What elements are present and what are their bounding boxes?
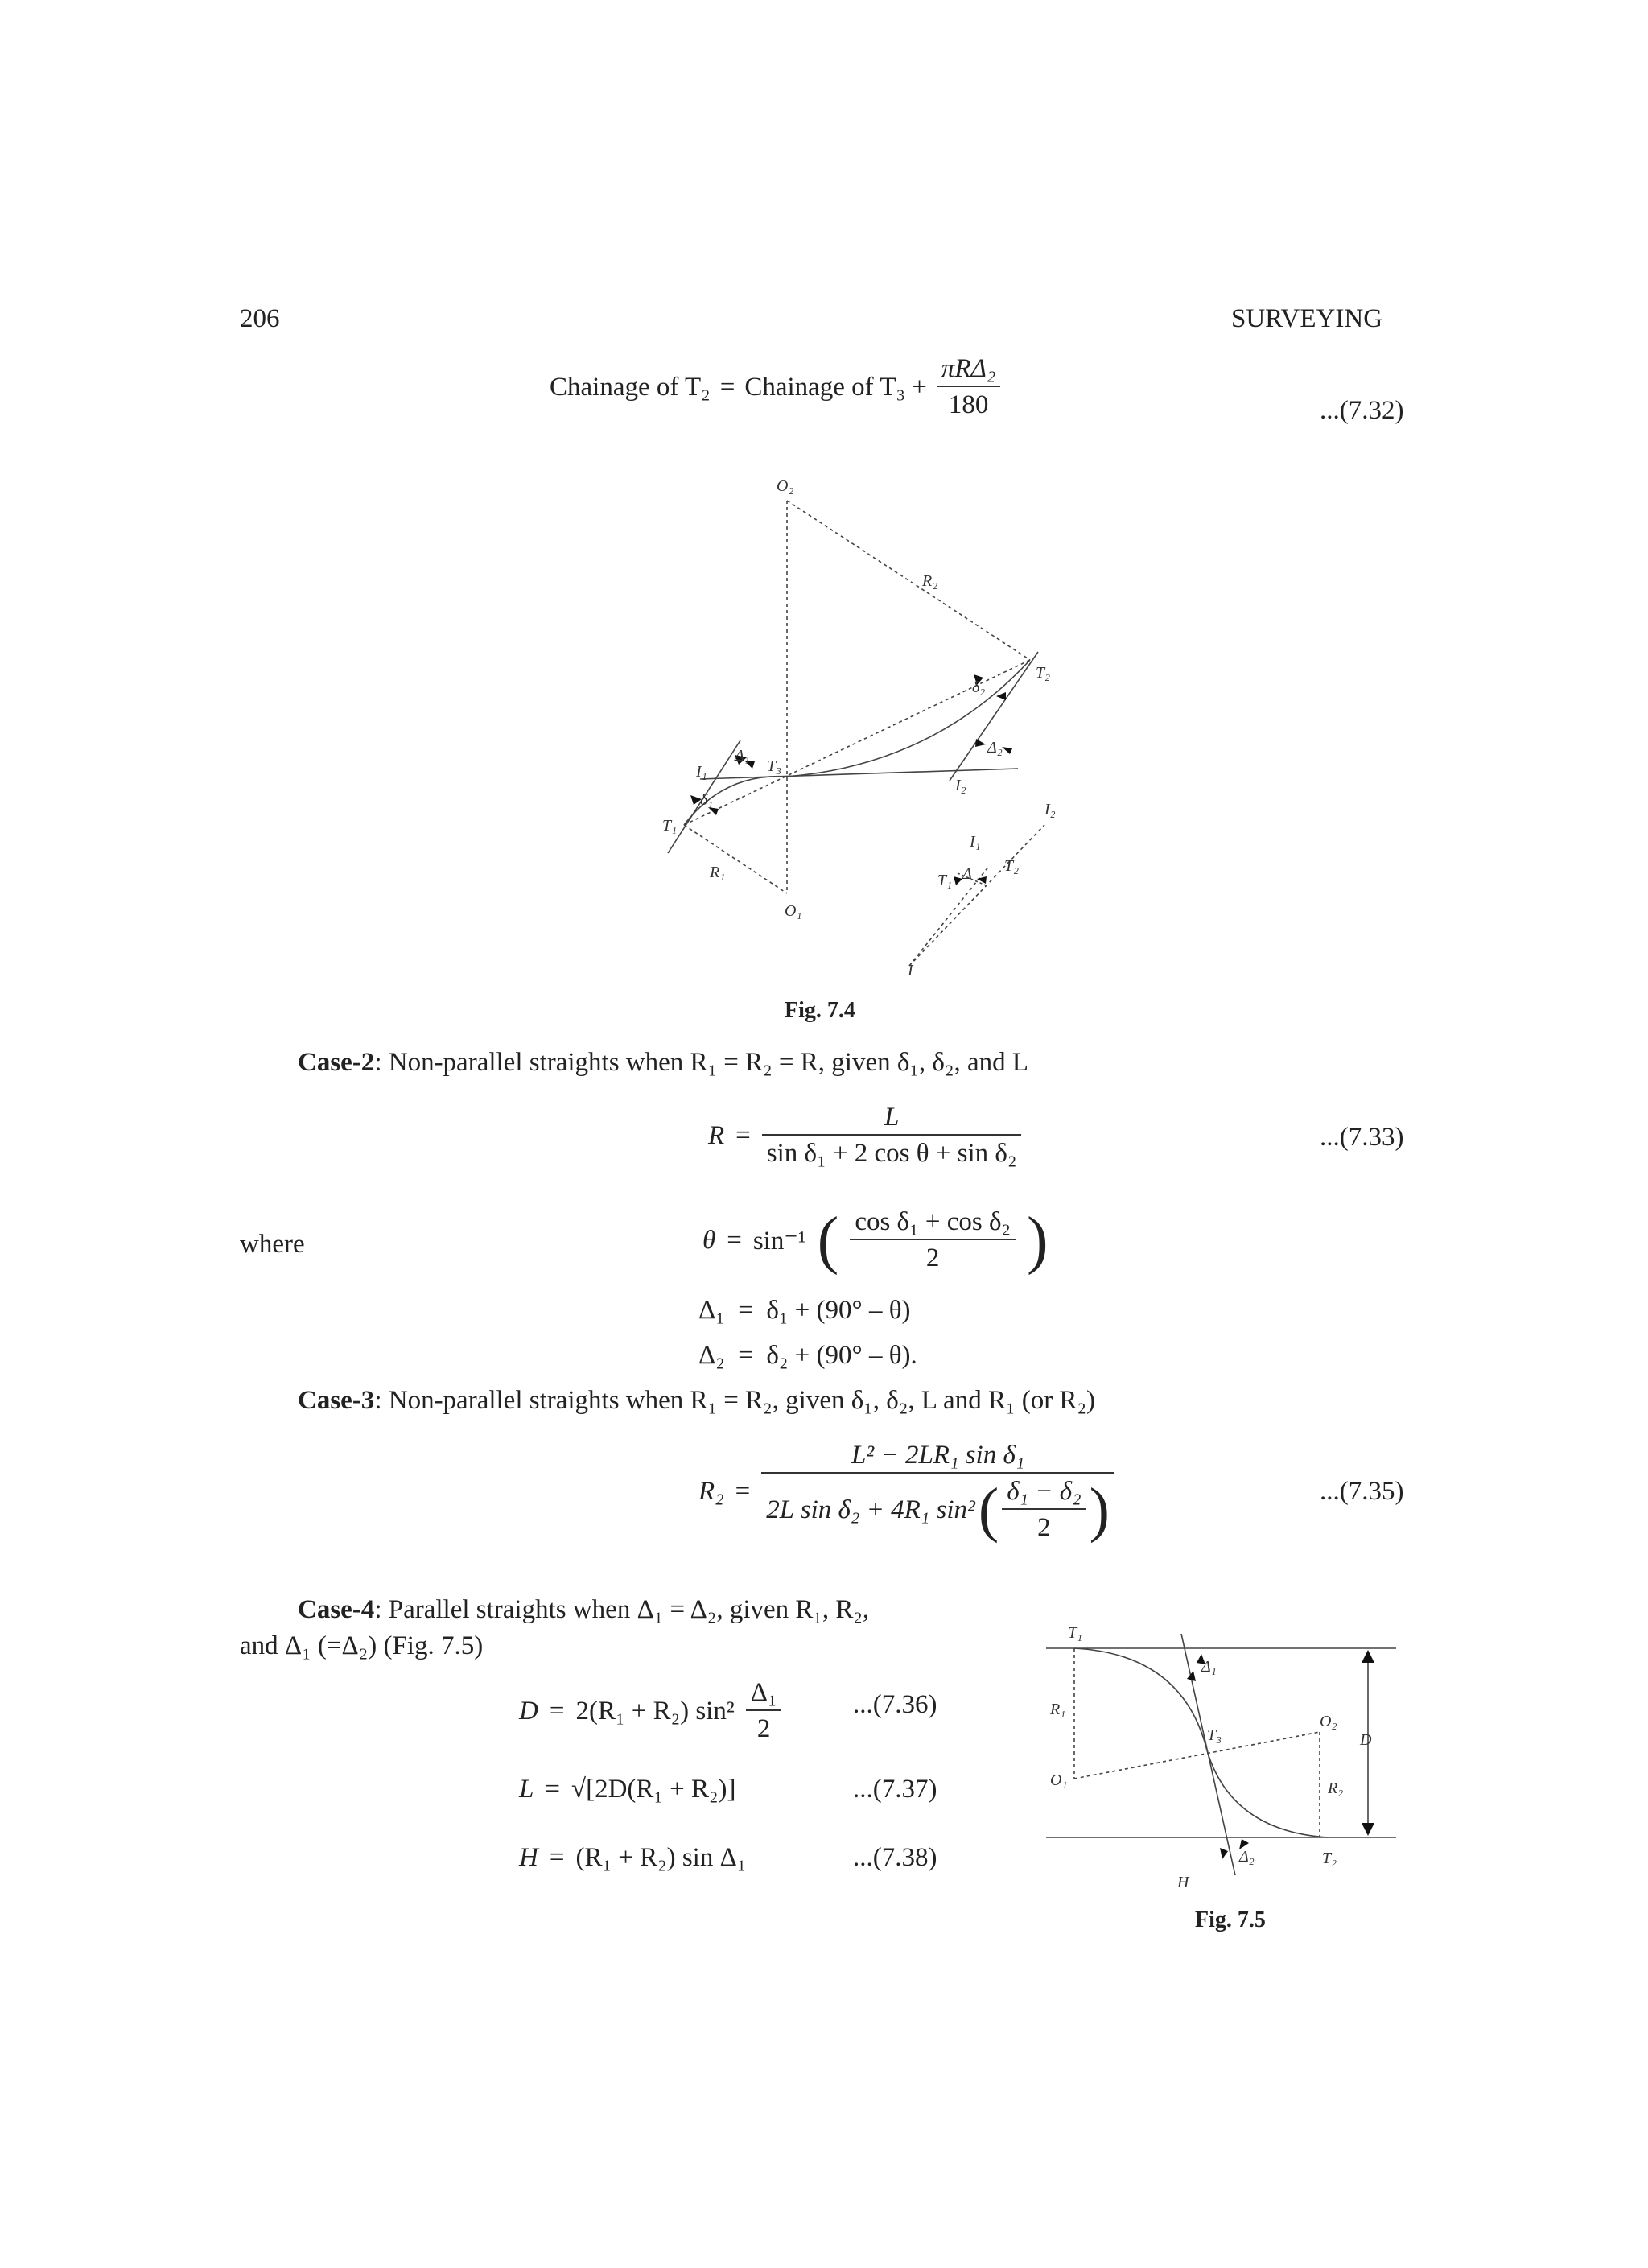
label-r2: R₂ [1328, 1779, 1344, 1797]
label-delta2: Δ₂ [1239, 1848, 1255, 1866]
eq-sign: = [735, 1477, 751, 1506]
sketch-label-i: I [908, 962, 913, 979]
case-2-heading [298, 1048, 1028, 1078]
fraction [937, 354, 1001, 420]
case-4-text-line2: and Δ₁ (=Δ₂) (Fig. 7.5) [240, 1631, 484, 1660]
case-4-heading [298, 1595, 869, 1625]
label-t2: T₂ [1322, 1849, 1337, 1867]
equation-7-32 [550, 354, 1000, 420]
case-3-text: : Non-parallel straights when R₁ = R₂, given δ₁, δ₂, L and R₁ (or R₂) [374, 1386, 1095, 1415]
sketch-label-i2: I₂ [1044, 801, 1056, 819]
eq-lhs: Chainage of T₂ [550, 372, 711, 402]
eq-rhs: (R₁ + R₂) sin Δ₁ [575, 1843, 747, 1872]
line-o1-o2 [1074, 1732, 1320, 1779]
equation-7-35 [698, 1441, 1114, 1543]
eq-lhs: L [519, 1775, 534, 1804]
case-3-heading [298, 1386, 1095, 1416]
equation-7-37 [519, 1775, 736, 1804]
eq-sign: = [549, 1843, 565, 1872]
equation-7-36 [519, 1678, 781, 1744]
equation-number: ...(7.38) [853, 1843, 937, 1872]
inner-fraction [1002, 1477, 1086, 1543]
eq-lhs: H [519, 1843, 538, 1872]
function: sin⁻¹ [752, 1227, 806, 1256]
label-t3: T₃ [767, 757, 782, 775]
where-label: where [240, 1230, 305, 1259]
eq-sign: = [735, 1120, 751, 1150]
label-h: H [1177, 1874, 1189, 1891]
fraction [761, 1441, 1114, 1543]
label-r1: R₁ [1050, 1701, 1066, 1718]
label-i1: I₁ [696, 763, 707, 781]
label-o1: O₁ [1050, 1771, 1068, 1789]
radius-o1-t1 [684, 825, 787, 893]
eq-sign: = [549, 1696, 565, 1726]
label-t3: T₃ [1207, 1726, 1222, 1744]
numerator: L² − 2LR₁ sin δ₁ [851, 1441, 1025, 1470]
denominator: sin δ₁ + 2 cos θ + sin δ₂ [762, 1134, 1022, 1169]
sketch-label-t1: T₁ [937, 872, 953, 889]
numerator: πRΔ₂ [941, 354, 996, 383]
equation-7-38 [519, 1843, 746, 1873]
label-delta1: Δ₁ [1201, 1658, 1217, 1676]
fraction [746, 1678, 782, 1744]
label-t1: T₁ [662, 817, 678, 835]
eq-lhs: D [519, 1696, 538, 1726]
case-2-title: Case-2 [298, 1048, 375, 1077]
label-delta2: δ₂ [972, 678, 986, 696]
eq-rhs: Chainage of T₃ + [744, 372, 927, 402]
label-i2: I₂ [955, 777, 966, 794]
eq-sign: = [545, 1775, 560, 1804]
tangent-t2 [950, 652, 1038, 781]
denominator-part: 2L sin δ₂ + 4R₁ sin² [766, 1495, 975, 1524]
eq-rhs: 2(R₁ + R₂) sin² [575, 1696, 735, 1726]
fraction [762, 1103, 1022, 1169]
figure-7-4-caption: Fig. 7.4 [785, 998, 855, 1023]
figure-7-5 [1038, 1610, 1400, 1899]
denominator: 180 [937, 386, 1001, 420]
reverse-curve [1074, 1648, 1328, 1837]
equation-delta2: Δ₂ = δ₂ + (90° – θ). [698, 1341, 917, 1370]
label-t1: T₁ [1068, 1624, 1083, 1642]
eq-rhs: √[2D(R₁ + R₂)] [571, 1775, 736, 1804]
eq-sign: = [719, 372, 735, 402]
fraction [850, 1207, 1016, 1273]
sketch-label-delta: Δ [962, 865, 972, 883]
equation-7-33 [708, 1103, 1021, 1169]
figure-7-5-caption: Fig. 7.5 [1195, 1907, 1266, 1932]
radius-o2-t2 [787, 501, 1030, 660]
equation-number: ...(7.37) [853, 1775, 937, 1804]
eq-lhs: θ [702, 1225, 716, 1255]
denominator: 2L sin δ₂ + 4R₁ sin² ( $\frac{\text{δ₁ − δ₂}}{2}$ ) [761, 1472, 1114, 1543]
denominator: 2 [850, 1239, 1016, 1273]
label-big-delta2: Δ₂ [987, 739, 1003, 757]
arrows [1187, 1650, 1374, 1859]
inner-numerator: δ₁ − δ₂ [1007, 1477, 1082, 1506]
equation-theta: θ = sin⁻¹ ( $\frac{\text{cos δ₁ + cos δ₂}}{2}$ ) [702, 1205, 1049, 1276]
label-big-delta1: Δ₁ [735, 747, 750, 765]
figure-7-4 [628, 467, 1078, 990]
label-t2: T₂ [1036, 664, 1051, 682]
denominator: 2 [746, 1709, 782, 1744]
equation-number: ...(7.35) [1320, 1477, 1404, 1506]
numerator: L [884, 1103, 900, 1132]
sketch-label-i1: I₁ [970, 833, 981, 851]
case-4-text: : Parallel straights when Δ₁ = Δ₂, given R₁, R₂, [374, 1595, 870, 1624]
label-r2: R₂ [922, 572, 938, 590]
case-3-title: Case-3 [298, 1386, 375, 1415]
label-o1: O₁ [785, 902, 802, 920]
numerator: Δ₁ [750, 1678, 777, 1707]
eq-lhs: R [708, 1120, 725, 1150]
equation-delta1: Δ₁ = δ₁ + (90° – θ) [698, 1296, 911, 1325]
page-number: 206 [240, 304, 280, 333]
equation-number: ...(7.32) [1320, 396, 1404, 425]
label-delta1: δ₁ [700, 791, 714, 809]
inner-denominator: 2 [1002, 1508, 1086, 1543]
common-tangent [700, 769, 1018, 779]
label-r1: R₁ [710, 864, 726, 881]
equation-number: ...(7.33) [1320, 1123, 1404, 1152]
case-4-title: Case-4 [298, 1595, 375, 1624]
label-d: D [1360, 1731, 1372, 1749]
sketch-label-t2: T₂ [1004, 857, 1020, 875]
label-o2: O₂ [777, 477, 794, 495]
case-2-text: : Non-parallel straights when R₁ = R₂ = R, given δ₁, δ₂, and L [374, 1048, 1029, 1077]
label-o2: O₂ [1320, 1713, 1337, 1730]
equation-number: ...(7.36) [853, 1690, 937, 1719]
running-title: SURVEYING [1231, 304, 1383, 333]
numerator: cos δ₁ + cos δ₂ [855, 1207, 1011, 1236]
eq-sign: = [727, 1225, 742, 1255]
eq-lhs: R₂ [698, 1477, 724, 1506]
